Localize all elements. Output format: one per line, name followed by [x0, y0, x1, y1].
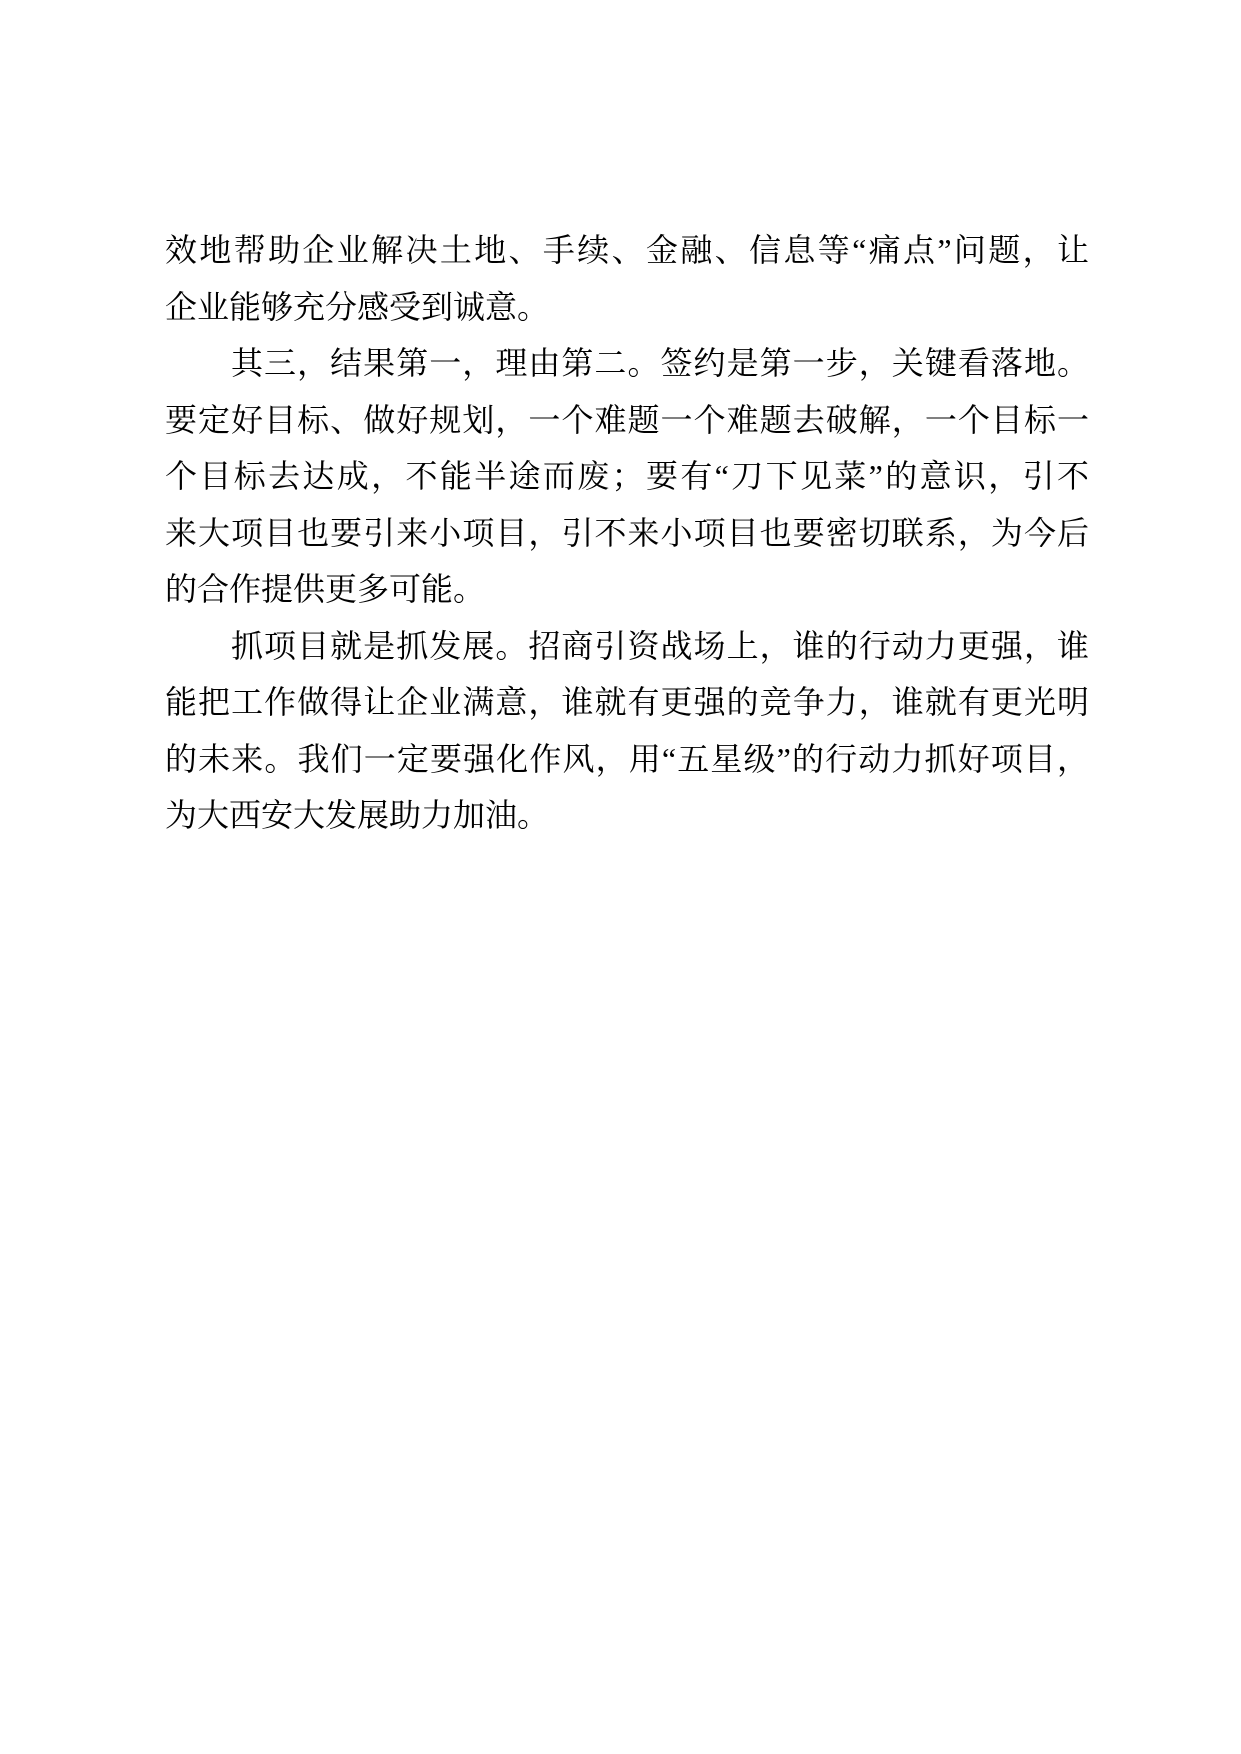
text-line: 为大西安大发展助力加油。: [165, 797, 550, 833]
text-line: 的未来。我们一定要强化作风，用“五星级”的行动力抓好项目，: [165, 740, 1089, 777]
text-line: 其三，结果第一，理由第二。签约是第一步，关键看落地。: [231, 345, 1089, 381]
text-line: 的合作提供更多可能。: [165, 571, 486, 607]
text-line: 效地帮助企业解决土地、手续、金融、信息等“痛点”问题，让: [165, 232, 1089, 268]
text-line: 能把工作做得让企业满意，谁就有更强的竞争力，谁就有更光明: [165, 684, 1089, 720]
document-text: [165, 222, 1089, 844]
text-line: 企业能够充分感受到诚意。: [165, 288, 550, 325]
text-line: 来大项目也要引来小项目，引不来小项目也要密切联系，为今后: [165, 514, 1089, 551]
text-line: 要定好目标、做好规划，一个难题一个难题去破解，一个目标一: [165, 401, 1089, 438]
text-line: 个目标去达成，不能半途而废；要有“刀下见菜”的意识，引不: [165, 458, 1089, 494]
text-line: 抓项目就是抓发展。招商引资战场上，谁的行动力更强，谁: [231, 627, 1089, 664]
